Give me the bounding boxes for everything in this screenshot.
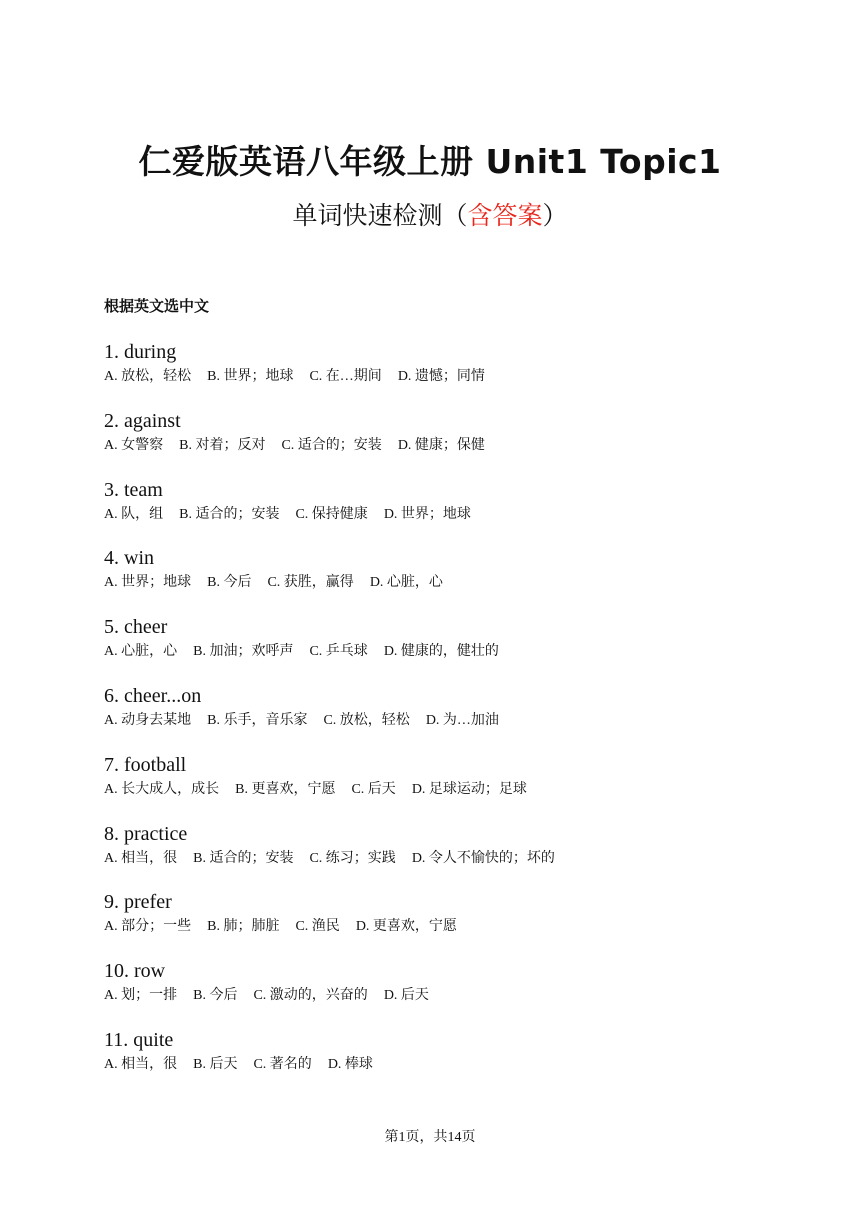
page-subtitle (0, 196, 860, 232)
question-word: 10. row (104, 960, 166, 983)
question-options (104, 504, 804, 526)
question-options (104, 985, 804, 1007)
option-a: A. 心脏，心 (104, 644, 178, 660)
option-d: D. 棒球 (327, 1056, 373, 1072)
question-options (104, 366, 804, 388)
option-d: D. 为…加油 (425, 712, 499, 728)
option-b: B. 适合的；安装 (179, 506, 280, 522)
question-options (104, 916, 804, 938)
option-b: B. 加油；欢呼声 (193, 644, 294, 660)
option-a: A. 女警察 (104, 437, 164, 453)
question-item (104, 682, 804, 751)
option-a: A. 动身去某地 (104, 712, 192, 728)
option-c: C. 乒乓球 (309, 644, 368, 660)
option-b: B. 今后 (207, 575, 252, 591)
option-c: C. 保持健康 (295, 506, 368, 522)
question-word: 11. quite (104, 1028, 174, 1051)
question-word: 5. cheer (104, 616, 168, 639)
option-c: C. 练习；实践 (309, 850, 396, 866)
question-item (104, 888, 804, 957)
option-d: D. 心脏，心 (369, 575, 443, 591)
question-item (104, 407, 804, 476)
question-item (104, 544, 804, 613)
question-options (104, 779, 804, 801)
option-c: C. 获胜，赢得 (267, 575, 354, 591)
option-c: C. 后天 (351, 781, 396, 797)
option-b: B. 更喜欢，宁愿 (235, 781, 336, 797)
subtitle-end: ） (542, 201, 568, 230)
option-c: C. 放松，轻松 (323, 712, 410, 728)
option-c: C. 著名的 (253, 1056, 312, 1072)
option-d: D. 健康的，健壮的 (383, 644, 499, 660)
question-options (104, 710, 804, 732)
question-word: 3. team (104, 478, 163, 501)
question-options (104, 1054, 804, 1076)
question-item (104, 957, 804, 1026)
question-word: 1. during (104, 341, 177, 363)
question-list (104, 338, 804, 1095)
option-d: D. 遗憾；同情 (397, 369, 485, 384)
section-heading: 根据英文选中文 (104, 297, 210, 315)
question-item (104, 338, 804, 407)
option-b: B. 对着；反对 (179, 437, 266, 453)
option-c: C. 适合的；安装 (281, 437, 382, 453)
question-options (104, 848, 804, 870)
option-d: D. 健康；保健 (397, 437, 485, 453)
option-a: A. 相当，很 (104, 850, 178, 866)
option-b: B. 适合的；安装 (193, 850, 294, 866)
option-d: D. 令人不愉快的；坏的 (411, 850, 555, 866)
page-footer: 第1页，共14页 (384, 1130, 476, 1145)
page-title: 仁爱版英语八年级上册 Unit1 Topic1 (138, 142, 722, 181)
question-item (104, 820, 804, 889)
option-b: B. 今后 (193, 988, 238, 1004)
question-word: 2. against (104, 409, 181, 432)
question-options (104, 435, 804, 457)
question-item (104, 476, 804, 545)
question-options (104, 641, 804, 663)
option-c: C. 激动的，兴奋的 (253, 988, 368, 1004)
question-word: 9. prefer (104, 891, 172, 914)
option-d: D. 世界；地球 (383, 506, 471, 522)
question-word: 8. practice (104, 822, 188, 845)
option-b: B. 肺；肺脏 (207, 919, 280, 935)
option-b: B. 乐手，音乐家 (207, 712, 308, 728)
question-word: 7. football (104, 753, 187, 776)
option-a: A. 部分；一些 (104, 919, 192, 935)
question-item (104, 751, 804, 820)
option-d: D. 足球运动；足球 (411, 781, 527, 797)
option-b: B. 世界；地球 (207, 369, 294, 384)
option-a: A. 划；一排 (104, 988, 178, 1004)
question-item (104, 613, 804, 682)
option-d: D. 更喜欢，宁愿 (355, 919, 457, 935)
question-item (104, 1026, 804, 1095)
subtitle-main: 单词快速检测（ (292, 201, 468, 230)
subtitle-accent: 含答案 (467, 201, 543, 230)
question-word: 6. cheer...on (104, 684, 202, 707)
option-b: B. 后天 (193, 1056, 238, 1072)
option-a: A. 世界；地球 (104, 575, 192, 591)
option-a: A. 队，组 (104, 506, 164, 522)
question-options (104, 572, 804, 594)
option-a: A. 放松，轻松 (104, 369, 192, 384)
option-a: A. 相当，很 (104, 1056, 178, 1072)
option-c: C. 渔民 (295, 919, 340, 935)
option-a: A. 长大成人，成长 (104, 781, 220, 797)
option-d: D. 后天 (383, 988, 429, 1004)
option-c: C. 在…期间 (309, 369, 382, 384)
question-word: 4. win (104, 547, 154, 570)
